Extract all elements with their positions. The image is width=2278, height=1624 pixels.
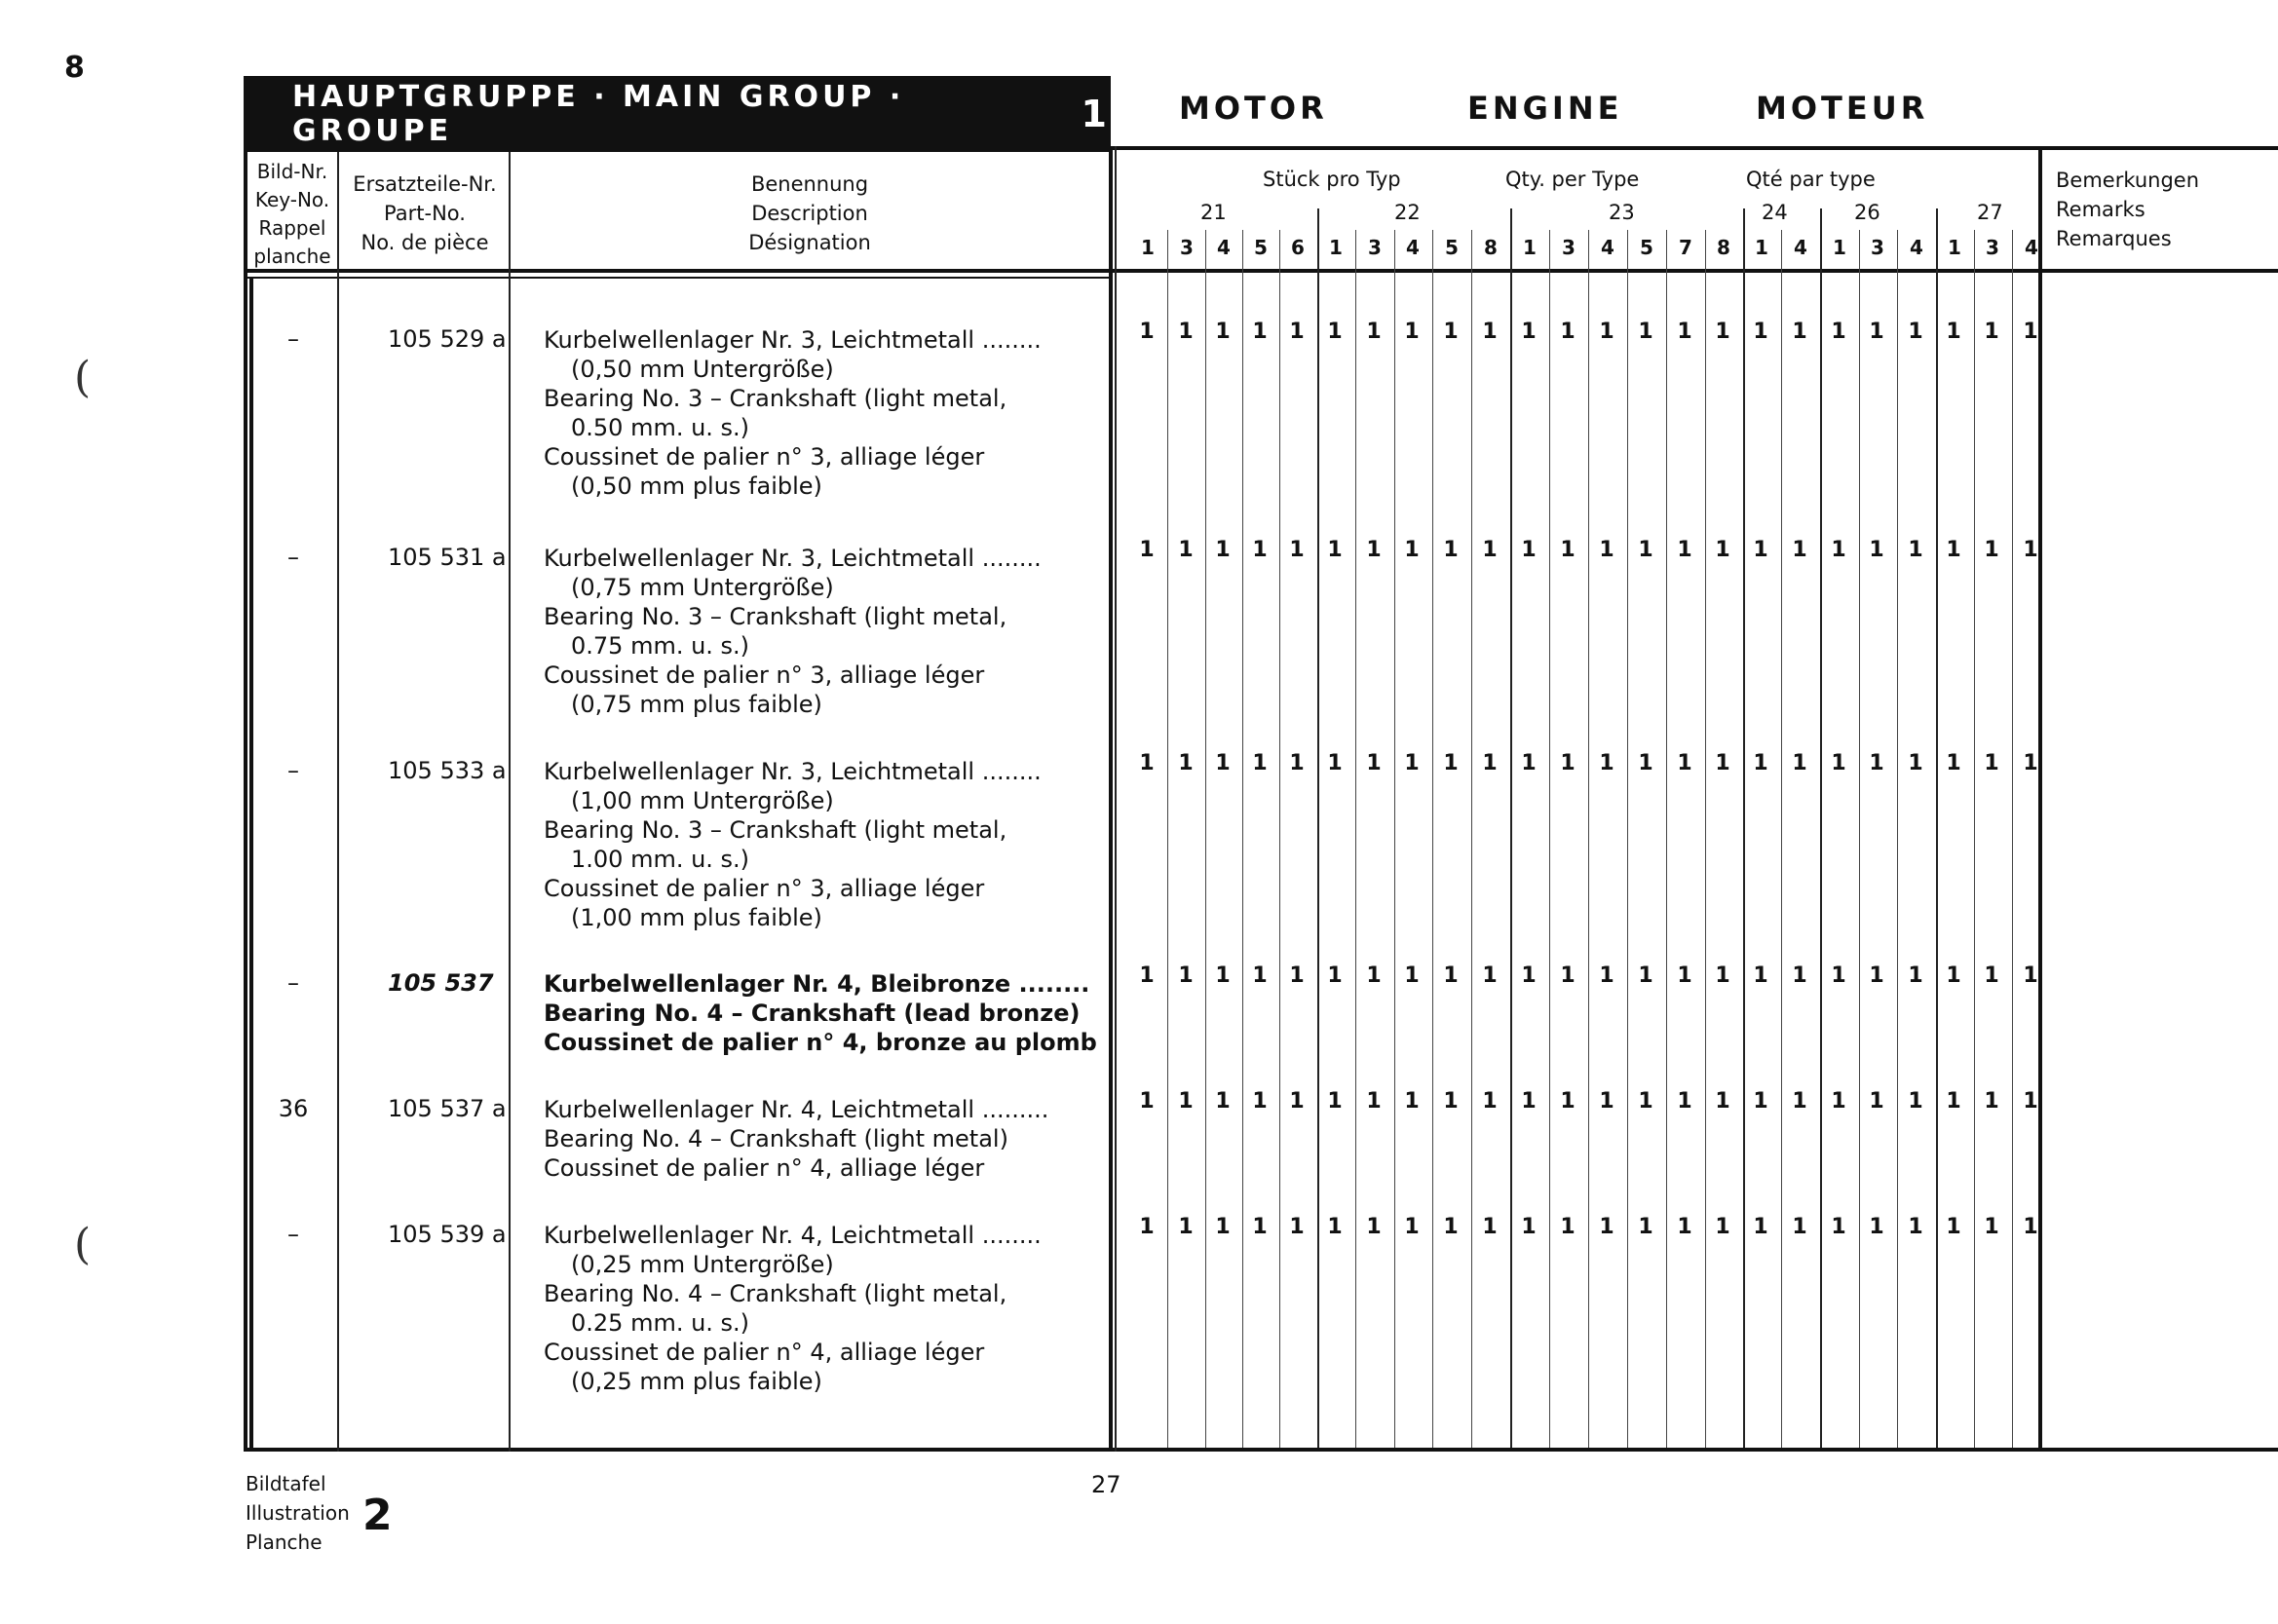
part-column-header xyxy=(341,170,509,257)
quantity-cell: 1 xyxy=(1252,1215,1268,1239)
subtype-header: 1 xyxy=(1948,236,1961,259)
margin-mark: ( xyxy=(74,1220,92,1269)
header-line: Part-No. xyxy=(384,202,466,225)
quantity-cell: 1 xyxy=(1178,1215,1194,1239)
description-line: Bearing No. 3 – Crankshaft (light metal, xyxy=(544,816,1007,844)
quantity-cell: 1 xyxy=(2023,1089,2038,1114)
column-separator xyxy=(1974,230,1975,1448)
description-column-header xyxy=(513,170,1107,257)
quantity-cell: 1 xyxy=(1327,538,1343,562)
quantity-cell: 1 xyxy=(1139,1089,1155,1114)
subtype-header: 5 xyxy=(1640,236,1653,259)
rule xyxy=(1115,146,1117,1452)
subtype-header: 4 xyxy=(1910,236,1923,259)
quantity-cell: 1 xyxy=(1599,963,1614,988)
quantity-cell: 1 xyxy=(1677,1215,1692,1239)
description-line: (1,00 mm plus faible) xyxy=(571,904,822,931)
subtype-header: 1 xyxy=(1141,236,1155,259)
header-line: Key-No. xyxy=(254,188,330,211)
quantity-cell: 1 xyxy=(1560,320,1576,344)
part-description xyxy=(544,325,1042,501)
qty-header-de: Stück pro Typ xyxy=(1263,168,1401,191)
subtype-header: 1 xyxy=(1833,236,1846,259)
quantity-cell: 1 xyxy=(1946,538,1961,562)
quantity-cell: 1 xyxy=(1366,963,1382,988)
quantity-cell: 1 xyxy=(1252,751,1268,775)
subtype-header: 1 xyxy=(1329,236,1343,259)
quantity-cell: 1 xyxy=(1908,1215,1923,1239)
quantity-cell: 1 xyxy=(1366,538,1382,562)
quantity-cell: 1 xyxy=(1869,963,1884,988)
quantity-cell: 1 xyxy=(1443,538,1459,562)
description-line: (0,75 mm Untergröße) xyxy=(571,574,834,601)
type-group-label: 23 xyxy=(1609,201,1635,224)
quantity-cell: 1 xyxy=(1715,1089,1730,1114)
key-number: – xyxy=(287,325,299,353)
quantity-cell: 1 xyxy=(1178,320,1194,344)
quantity-cell: 1 xyxy=(1638,1089,1653,1114)
description-line: Kurbelwellenlager Nr. 4, Leichtmetall ......... xyxy=(544,1096,1049,1123)
header-line: No. de pièce xyxy=(361,231,489,254)
quantity-cell: 1 xyxy=(1443,751,1459,775)
part-description xyxy=(544,969,1097,1057)
column-separator xyxy=(1859,230,1860,1448)
margin-mark: ( xyxy=(74,353,92,402)
column-separator xyxy=(1588,230,1589,1448)
title-en: ENGINE xyxy=(1467,90,1623,127)
quantity-cell: 1 xyxy=(1715,1215,1730,1239)
subtype-header: 3 xyxy=(1986,236,1999,259)
quantity-cell: 1 xyxy=(1482,963,1498,988)
quantity-cell: 1 xyxy=(1946,1215,1961,1239)
quantity-cell: 1 xyxy=(1638,751,1653,775)
quantity-cell: 1 xyxy=(1521,1215,1537,1239)
quantity-cell: 1 xyxy=(1327,1215,1343,1239)
description-line: Coussinet de palier n° 4, alliage léger xyxy=(544,1339,985,1366)
header-line: Désignation xyxy=(748,231,871,254)
quantity-cell: 1 xyxy=(1908,320,1923,344)
quantity-cell: 1 xyxy=(1869,1215,1884,1239)
qty-header-fr: Qté par type xyxy=(1746,168,1876,191)
column-separator xyxy=(1549,230,1550,1448)
quantity-cell: 1 xyxy=(1638,1215,1653,1239)
quantity-cell: 1 xyxy=(1178,751,1194,775)
column-separator xyxy=(2012,230,2013,1448)
column-separator xyxy=(1317,208,1319,1448)
quantity-cell: 1 xyxy=(1560,963,1576,988)
quantity-cell: 1 xyxy=(1869,1089,1884,1114)
description-line: Bearing No. 4 – Crankshaft (light metal, xyxy=(544,1280,1007,1307)
part-description xyxy=(544,1095,1048,1183)
description-line: Bearing No. 3 – Crankshaft (light metal, xyxy=(544,603,1007,630)
description-line: (0,50 mm Untergröße) xyxy=(571,356,834,383)
footer-line: Illustration xyxy=(246,1501,350,1525)
column-separator xyxy=(1510,208,1512,1448)
description-line: 0.75 mm. u. s.) xyxy=(571,632,750,660)
subtype-header: 1 xyxy=(1523,236,1537,259)
quantity-cell: 1 xyxy=(1289,1215,1305,1239)
header-line: planche xyxy=(253,245,331,268)
quantity-cell: 1 xyxy=(1599,1215,1614,1239)
subtype-header: 5 xyxy=(1445,236,1459,259)
subtype-header: 8 xyxy=(1717,236,1730,259)
subtype-header: 3 xyxy=(1180,236,1194,259)
quantity-cell: 1 xyxy=(1869,751,1884,775)
quantity-cell: 1 xyxy=(1946,1089,1961,1114)
footer-page-number: 27 xyxy=(1091,1471,1121,1498)
rule xyxy=(337,152,339,1452)
description-line: Coussinet de palier n° 3, alliage léger xyxy=(544,875,985,902)
quantity-cell: 1 xyxy=(1215,1215,1231,1239)
quantity-cell: 1 xyxy=(1599,538,1614,562)
description-line: Bearing No. 4 – Crankshaft (lead bronze) xyxy=(544,1000,1081,1027)
description-line: Kurbelwellenlager Nr. 3, Leichtmetall ........ xyxy=(544,326,1042,354)
quantity-cell: 1 xyxy=(2023,320,2038,344)
quantity-cell: 1 xyxy=(1366,1215,1382,1239)
quantity-cell: 1 xyxy=(1792,1089,1807,1114)
quantity-cell: 1 xyxy=(1715,963,1730,988)
quantity-cell: 1 xyxy=(1521,320,1537,344)
part-number: 105 529 a xyxy=(388,325,507,353)
quantity-cell: 1 xyxy=(1404,538,1420,562)
main-group-banner xyxy=(244,76,1111,152)
quantity-cell: 1 xyxy=(1753,1215,1768,1239)
column-separator xyxy=(1205,230,1206,1448)
quantity-cell: 1 xyxy=(1178,963,1194,988)
subtype-header: 4 xyxy=(1794,236,1807,259)
qty-header-en: Qty. per Type xyxy=(1505,168,1640,191)
rule xyxy=(244,269,2278,273)
quantity-cell: 1 xyxy=(1139,751,1155,775)
quantity-cell: 1 xyxy=(1366,320,1382,344)
rule xyxy=(249,279,253,1452)
quantity-cell: 1 xyxy=(1792,751,1807,775)
part-description xyxy=(544,757,1042,932)
key-number: – xyxy=(287,1221,299,1248)
quantity-cell: 1 xyxy=(1599,320,1614,344)
quantity-cell: 1 xyxy=(1677,963,1692,988)
type-group-label: 24 xyxy=(1762,201,1788,224)
key-number: 36 xyxy=(278,1095,309,1122)
rule xyxy=(1109,146,1113,1452)
quantity-cell: 1 xyxy=(1792,963,1807,988)
quantity-cell: 1 xyxy=(2023,1215,2038,1239)
part-number: 105 537 a xyxy=(388,1095,507,1122)
description-line: Coussinet de palier n° 3, alliage léger xyxy=(544,661,985,689)
quantity-cell: 1 xyxy=(1289,963,1305,988)
description-line: Bearing No. 3 – Crankshaft (light metal, xyxy=(544,385,1007,412)
subtype-header: 4 xyxy=(1406,236,1420,259)
quantity-cell: 1 xyxy=(1753,1089,1768,1114)
part-number: 105 533 a xyxy=(388,757,507,784)
description-line: Coussinet de palier n° 4, bronze au plomb xyxy=(544,1029,1097,1056)
rule xyxy=(244,1448,2278,1452)
column-separator xyxy=(1820,208,1822,1448)
rule xyxy=(1111,146,2278,150)
quantity-cell: 1 xyxy=(1946,963,1961,988)
quantity-cell: 1 xyxy=(1139,963,1155,988)
group-number: 1 xyxy=(1081,93,1111,135)
quantity-cell: 1 xyxy=(2023,538,2038,562)
quantity-cell: 1 xyxy=(2023,963,2038,988)
footer-illustration-label xyxy=(246,1469,350,1557)
quantity-cell: 1 xyxy=(1252,320,1268,344)
header-line: Bild-Nr. xyxy=(256,160,328,183)
part-description xyxy=(544,1221,1042,1396)
header-line: Ersatzteile-Nr. xyxy=(353,172,497,196)
quantity-cell: 1 xyxy=(1715,751,1730,775)
column-separator xyxy=(1242,230,1243,1448)
quantity-cell: 1 xyxy=(1443,1215,1459,1239)
quantity-cell: 1 xyxy=(1984,320,1999,344)
quantity-cell: 1 xyxy=(1946,320,1961,344)
quantity-cell: 1 xyxy=(1560,751,1576,775)
quantity-cell: 1 xyxy=(1443,1089,1459,1114)
quantity-cell: 1 xyxy=(1327,963,1343,988)
subtype-header: 1 xyxy=(1755,236,1768,259)
description-line: Bearing No. 4 – Crankshaft (light metal) xyxy=(544,1125,1008,1152)
quantity-cell: 1 xyxy=(1289,1089,1305,1114)
description-line: 1.00 mm. u. s.) xyxy=(571,846,750,873)
description-line: Kurbelwellenlager Nr. 3, Leichtmetall ........ xyxy=(544,758,1042,785)
type-group-label: 26 xyxy=(1854,201,1880,224)
column-separator xyxy=(1705,230,1706,1448)
quantity-cell: 1 xyxy=(1984,963,1999,988)
quantity-cell: 1 xyxy=(1215,751,1231,775)
quantity-cell: 1 xyxy=(1366,751,1382,775)
quantity-cell: 1 xyxy=(1327,320,1343,344)
subtype-header: 3 xyxy=(1871,236,1884,259)
column-separator xyxy=(1394,230,1395,1448)
quantity-cell: 1 xyxy=(1178,538,1194,562)
column-separator xyxy=(1781,230,1782,1448)
key-number: – xyxy=(287,969,299,997)
description-line: 0.25 mm. u. s.) xyxy=(571,1309,750,1337)
plate-number: 2 xyxy=(362,1491,393,1540)
quantity-cell: 1 xyxy=(1327,751,1343,775)
quantity-cell: 1 xyxy=(1404,1215,1420,1239)
quantity-cell: 1 xyxy=(1638,963,1653,988)
description-line: (1,00 mm Untergröße) xyxy=(571,787,834,814)
column-separator xyxy=(1471,230,1472,1448)
quantity-cell: 1 xyxy=(1404,320,1420,344)
subtype-header: 6 xyxy=(1291,236,1305,259)
quantity-cell: 1 xyxy=(1869,320,1884,344)
key-number: – xyxy=(287,544,299,571)
column-separator xyxy=(1167,230,1168,1448)
quantity-cell: 1 xyxy=(1831,1215,1846,1239)
subtype-header: 4 xyxy=(2025,236,2038,259)
quantity-cell: 1 xyxy=(1252,538,1268,562)
column-separator xyxy=(1666,230,1667,1448)
title-fr: MOTEUR xyxy=(1756,90,1929,127)
quantity-cell: 1 xyxy=(1482,1215,1498,1239)
description-line: 0.50 mm. u. s.) xyxy=(571,414,750,441)
key-column-header xyxy=(246,158,339,271)
quantity-cell: 1 xyxy=(1792,320,1807,344)
quantity-cell: 1 xyxy=(1289,751,1305,775)
description-line: (0,25 mm plus faible) xyxy=(571,1368,822,1395)
column-separator xyxy=(1936,208,1938,1448)
quantity-cell: 1 xyxy=(1139,1215,1155,1239)
quantity-cell: 1 xyxy=(1677,751,1692,775)
quantity-cell: 1 xyxy=(1215,1089,1231,1114)
header-line: Benennung xyxy=(750,172,869,196)
subtype-header: 7 xyxy=(1679,236,1692,259)
description-line: Coussinet de palier n° 3, alliage léger xyxy=(544,443,985,471)
quantity-cell: 1 xyxy=(1908,751,1923,775)
quantity-cell: 1 xyxy=(1715,538,1730,562)
footer-line: Bildtafel xyxy=(246,1472,326,1495)
subtype-header: 4 xyxy=(1217,236,1231,259)
quantity-cell: 1 xyxy=(1521,751,1537,775)
quantity-cell: 1 xyxy=(1908,1089,1923,1114)
title-de: MOTOR xyxy=(1179,90,1328,127)
quantity-cell: 1 xyxy=(1443,963,1459,988)
quantity-cell: 1 xyxy=(1482,320,1498,344)
quantity-cell: 1 xyxy=(1443,320,1459,344)
quantity-cell: 1 xyxy=(1289,320,1305,344)
quantity-cell: 1 xyxy=(1869,538,1884,562)
description-line: Coussinet de palier n° 4, alliage léger xyxy=(544,1154,985,1182)
part-description xyxy=(544,544,1042,719)
subtype-header: 8 xyxy=(1484,236,1498,259)
quantity-cell: 1 xyxy=(1560,538,1576,562)
quantity-cell: 1 xyxy=(1753,538,1768,562)
quantity-cell: 1 xyxy=(1366,1089,1382,1114)
quantity-cell: 1 xyxy=(1139,320,1155,344)
quantity-cell: 1 xyxy=(1715,320,1730,344)
quantity-cell: 1 xyxy=(1139,538,1155,562)
quantity-cell: 1 xyxy=(1521,963,1537,988)
quantity-cell: 1 xyxy=(1215,538,1231,562)
rule xyxy=(244,277,1111,279)
quantity-cell: 1 xyxy=(1521,1089,1537,1114)
quantity-cell: 1 xyxy=(1831,963,1846,988)
quantity-cell: 1 xyxy=(1404,751,1420,775)
column-separator xyxy=(1743,208,1745,1448)
quantity-cell: 1 xyxy=(1599,751,1614,775)
quantity-cell: 1 xyxy=(1831,538,1846,562)
column-separator xyxy=(1897,230,1898,1448)
remarks-column-header xyxy=(2056,166,2199,253)
footer-line: Planche xyxy=(246,1530,323,1554)
quantity-cell: 1 xyxy=(1753,751,1768,775)
quantity-cell: 1 xyxy=(1908,538,1923,562)
rule xyxy=(244,152,247,1452)
key-number: – xyxy=(287,757,299,784)
header-line: Description xyxy=(751,202,868,225)
quantity-cell: 1 xyxy=(1482,1089,1498,1114)
quantity-cell: 1 xyxy=(1831,751,1846,775)
quantity-cell: 1 xyxy=(1599,1089,1614,1114)
subtype-header: 3 xyxy=(1368,236,1382,259)
quantity-cell: 1 xyxy=(1404,963,1420,988)
column-separator xyxy=(1355,230,1356,1448)
type-group-label: 27 xyxy=(1977,201,2003,224)
subtype-header: 4 xyxy=(1601,236,1614,259)
quantity-cell: 1 xyxy=(1215,320,1231,344)
part-number: 105 537 xyxy=(388,969,494,997)
page-number: 8 xyxy=(64,51,85,85)
part-number: 105 531 a xyxy=(388,544,507,571)
quantity-cell: 1 xyxy=(1215,963,1231,988)
description-line: (0,25 mm Untergröße) xyxy=(571,1251,834,1278)
quantity-cell: 1 xyxy=(1289,538,1305,562)
quantity-cell: 1 xyxy=(1792,538,1807,562)
quantity-cell: 1 xyxy=(1792,1215,1807,1239)
quantity-cell: 1 xyxy=(1908,963,1923,988)
column-separator xyxy=(1279,230,1280,1448)
quantity-cell: 1 xyxy=(1753,320,1768,344)
description-line: (0,50 mm plus faible) xyxy=(571,472,822,500)
quantity-cell: 1 xyxy=(1404,1089,1420,1114)
column-separator xyxy=(1627,230,1628,1448)
header-line: Remarks xyxy=(2056,198,2145,221)
quantity-cell: 1 xyxy=(2023,751,2038,775)
quantity-cell: 1 xyxy=(1327,1089,1343,1114)
description-line: Kurbelwellenlager Nr. 4, Bleibronze ........ xyxy=(544,970,1090,998)
quantity-cell: 1 xyxy=(1831,1089,1846,1114)
header-line: Remarques xyxy=(2056,227,2172,250)
description-line: (0,75 mm plus faible) xyxy=(571,691,822,718)
quantity-cell: 1 xyxy=(1521,538,1537,562)
quantity-cell: 1 xyxy=(1560,1089,1576,1114)
quantity-cell: 1 xyxy=(1677,320,1692,344)
column-separator xyxy=(1432,230,1433,1448)
quantity-cell: 1 xyxy=(1638,538,1653,562)
quantity-cell: 1 xyxy=(1984,538,1999,562)
banner-text: HAUPTGRUPPE · MAIN GROUP · GROUPE xyxy=(292,80,905,148)
quantity-cell: 1 xyxy=(1252,963,1268,988)
type-group-label: 21 xyxy=(1200,201,1227,224)
description-line: Kurbelwellenlager Nr. 4, Leichtmetall ........ xyxy=(544,1222,1042,1249)
type-group-label: 22 xyxy=(1394,201,1421,224)
quantity-cell: 1 xyxy=(1560,1215,1576,1239)
quantity-cell: 1 xyxy=(1677,1089,1692,1114)
quantity-cell: 1 xyxy=(1252,1089,1268,1114)
header-line: Bemerkungen xyxy=(2056,169,2200,192)
quantity-cell: 1 xyxy=(1178,1089,1194,1114)
quantity-cell: 1 xyxy=(1984,1215,1999,1239)
quantity-cell: 1 xyxy=(1638,320,1653,344)
quantity-cell: 1 xyxy=(1753,963,1768,988)
quantity-cell: 1 xyxy=(1482,538,1498,562)
subtype-header: 5 xyxy=(1254,236,1268,259)
quantity-cell: 1 xyxy=(1831,320,1846,344)
description-line: Kurbelwellenlager Nr. 3, Leichtmetall ........ xyxy=(544,545,1042,572)
part-number: 105 539 a xyxy=(388,1221,507,1248)
rule xyxy=(509,152,511,1452)
quantity-cell: 1 xyxy=(1984,1089,1999,1114)
subtype-header: 3 xyxy=(1562,236,1576,259)
quantity-cell: 1 xyxy=(1946,751,1961,775)
quantity-cell: 1 xyxy=(1677,538,1692,562)
quantity-cell: 1 xyxy=(1984,751,1999,775)
quantity-cell: 1 xyxy=(1482,751,1498,775)
header-line: Rappel xyxy=(258,216,326,240)
